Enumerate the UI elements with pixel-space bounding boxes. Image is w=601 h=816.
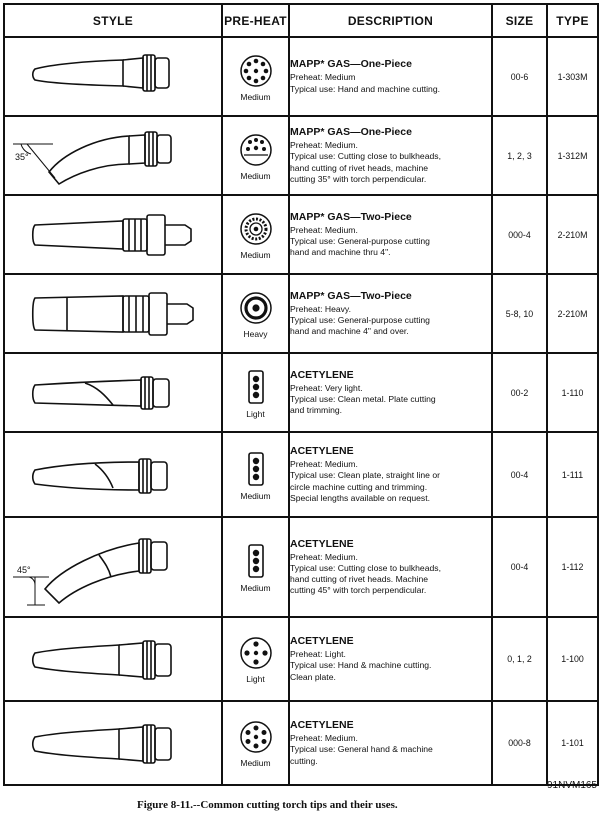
size-cell: 000-8: [492, 701, 547, 785]
preheat-cell: [222, 701, 289, 785]
angle-label: 45°: [17, 564, 31, 575]
size-cell: 00-6: [492, 37, 547, 116]
description-line: and trimming.: [290, 405, 343, 416]
description-title: MAPP* GAS—Two-Piece: [290, 210, 412, 223]
description-cell: [289, 617, 492, 701]
table-row: [4, 701, 598, 785]
inline-three-hole-icon: [246, 543, 266, 579]
size-cell: 000-4: [492, 195, 547, 274]
description-cell: [289, 517, 492, 617]
heavy-two-piece-tip-icon: [5, 276, 221, 352]
size-cell: 00-2: [492, 353, 547, 432]
size-cell: 0, 1, 2: [492, 617, 547, 701]
preheat-cell: [222, 617, 289, 701]
table-row: [4, 432, 598, 517]
description-title: ACETYLENE: [290, 368, 354, 381]
type-cell: 2-210M: [547, 274, 598, 353]
description-line: Preheat: Medium: [290, 72, 356, 83]
description-line: cutting.: [290, 755, 318, 766]
description-line: hand and machine thru 4".: [290, 247, 391, 258]
description-title: ACETYLENE: [290, 635, 354, 648]
style-cell: [4, 617, 222, 701]
preheat-cell: [222, 517, 289, 617]
type-cell: 1-110: [547, 353, 598, 432]
size-cell: 00-4: [492, 432, 547, 517]
table-row: [4, 353, 598, 432]
acetylene-wedge-tip-icon: [5, 434, 221, 516]
style-cell: [4, 37, 222, 116]
eight-hole-ring-icon: [239, 54, 273, 88]
description-line: Preheat: Heavy.: [290, 303, 351, 314]
table-row: [4, 274, 598, 353]
header-preheat: PRE-HEAT: [222, 4, 289, 37]
type-cell: 1-312M: [547, 116, 598, 195]
cutting-tip-table: [3, 3, 599, 786]
description-cell: [289, 37, 492, 116]
description-line: Typical use: Clean metal. Plate cutting: [290, 393, 436, 404]
style-cell: [4, 517, 222, 617]
angle-label: 35°: [15, 151, 29, 162]
concentric-ring-icon: [239, 291, 273, 325]
description-title: ACETYLENE: [290, 445, 354, 458]
style-cell: [4, 116, 222, 195]
description-line: Preheat: Very light.: [290, 382, 363, 393]
figure-caption: Figure 8-11.--Common cutting torch tips and their uses.: [137, 799, 398, 811]
preheat-label: Medium: [240, 490, 271, 501]
preheat-cell: [222, 353, 289, 432]
type-cell: 1-303M: [547, 37, 598, 116]
six-hole-ring-icon: [239, 720, 273, 754]
type-cell: 1-112: [547, 517, 598, 617]
preheat-label: Light: [246, 674, 265, 684]
style-cell: [4, 701, 222, 785]
description-title: MAPP* GAS—One-Piece: [290, 58, 412, 71]
table-row: [4, 517, 598, 617]
style-cell: [4, 353, 222, 432]
description-cell: [289, 353, 492, 432]
inline-three-hole-icon: [246, 369, 266, 405]
description-line: Preheat: Medium.: [290, 459, 358, 470]
preheat-cell: [222, 37, 289, 116]
description-line: Clean plate.: [290, 671, 336, 682]
table-header-row: [4, 4, 598, 37]
type-cell: 2-210M: [547, 195, 598, 274]
description-line: Typical use: Cutting close to bulkheads,: [290, 562, 441, 573]
header-size: SIZE: [492, 4, 547, 37]
description-cell: [289, 432, 492, 517]
preheat-label: Medium: [240, 758, 271, 768]
preheat-cell: [222, 274, 289, 353]
description-cell: [289, 195, 492, 274]
type-cell: 1-101: [547, 701, 598, 785]
description-line: Typical use: Cutting close to bulkheads,: [290, 151, 441, 162]
preheat-cell: [222, 195, 289, 274]
style-cell: [4, 274, 222, 353]
header-description: DESCRIPTION: [289, 4, 492, 37]
header-type: TYPE: [547, 4, 598, 37]
header-style: STYLE: [4, 4, 222, 37]
size-cell: 1, 2, 3: [492, 116, 547, 195]
description-cell: [289, 701, 492, 785]
acetylene-one-piece-tip-icon: [5, 619, 221, 700]
acetylene-flat-tip-icon: [5, 355, 221, 431]
size-cell: 00-4: [492, 517, 547, 617]
table-row: [4, 37, 598, 116]
two-piece-tip-icon: [5, 197, 221, 273]
description-line: hand cutting of rivet heads. Machine: [290, 574, 429, 584]
description-line: hand and machine 4" and over.: [290, 326, 409, 337]
preheat-cell: [222, 432, 289, 517]
table-row: [4, 617, 598, 701]
size-cell: 5-8, 10: [492, 274, 547, 353]
acetylene-one-piece-tip-icon: [5, 703, 221, 784]
description-line: Preheat: Medium.: [290, 551, 358, 562]
bent-acetylene-tip-icon: [5, 519, 221, 616]
description-cell: [289, 274, 492, 353]
description-title: MAPP* GAS—Two-Piece: [290, 289, 412, 302]
style-cell: [4, 432, 222, 517]
description-line: Preheat: Medium.: [290, 224, 358, 235]
description-line: hand cutting of rivet heads, machine: [290, 162, 429, 173]
type-cell: 1-100: [547, 617, 598, 701]
description-line: Typical use: Clean plate, straight line or: [290, 470, 440, 481]
description-title: MAPP* GAS—One-Piece: [290, 126, 412, 139]
description-line: Typical use: Hand and machine cutting.: [290, 83, 441, 94]
drawing-code: 91NVM165: [546, 780, 597, 791]
bent-one-piece-tip-icon: [5, 118, 221, 194]
type-cell: 1-111: [547, 432, 598, 517]
description-line: Preheat: Medium.: [290, 733, 358, 744]
description-line: Preheat: Light.: [290, 649, 346, 660]
four-hole-ring-icon: [239, 636, 273, 670]
description-line: Preheat: Medium.: [290, 140, 358, 151]
preheat-label: Medium: [240, 91, 271, 102]
description-line: circle machine cutting and trimming.: [290, 481, 428, 492]
description-line: cutting 45° with torch perpendicular.: [290, 585, 427, 596]
preheat-label: Light: [246, 408, 265, 419]
preheat-cell: [222, 116, 289, 195]
description-title: ACETYLENE: [290, 537, 354, 550]
description-line: Typical use: General-purpose cutting: [290, 314, 430, 325]
description-line: Typical use: General-purpose cutting: [290, 235, 430, 246]
description-title: ACETYLENE: [290, 719, 354, 732]
description-cell: [289, 116, 492, 195]
inline-three-hole-icon: [246, 451, 266, 487]
torch-tip-table-sheet: [3, 3, 599, 786]
preheat-label: Medium: [240, 583, 271, 593]
style-cell: [4, 195, 222, 274]
splined-ring-icon: [239, 212, 273, 246]
table-row: [4, 195, 598, 274]
half-ring-holes-icon: [239, 133, 273, 167]
description-line: cutting 35° with torch perpendicular.: [290, 173, 427, 184]
description-line: Special lengths available on request.: [290, 492, 430, 503]
preheat-label: Medium: [240, 170, 271, 181]
preheat-label: Medium: [240, 249, 271, 260]
one-piece-tip-icon: [5, 39, 221, 115]
description-line: Typical use: Hand & machine cutting.: [290, 660, 432, 671]
preheat-label: Heavy: [243, 328, 268, 339]
table-row: [4, 116, 598, 195]
description-line: Typical use: General hand & machine: [290, 744, 433, 755]
